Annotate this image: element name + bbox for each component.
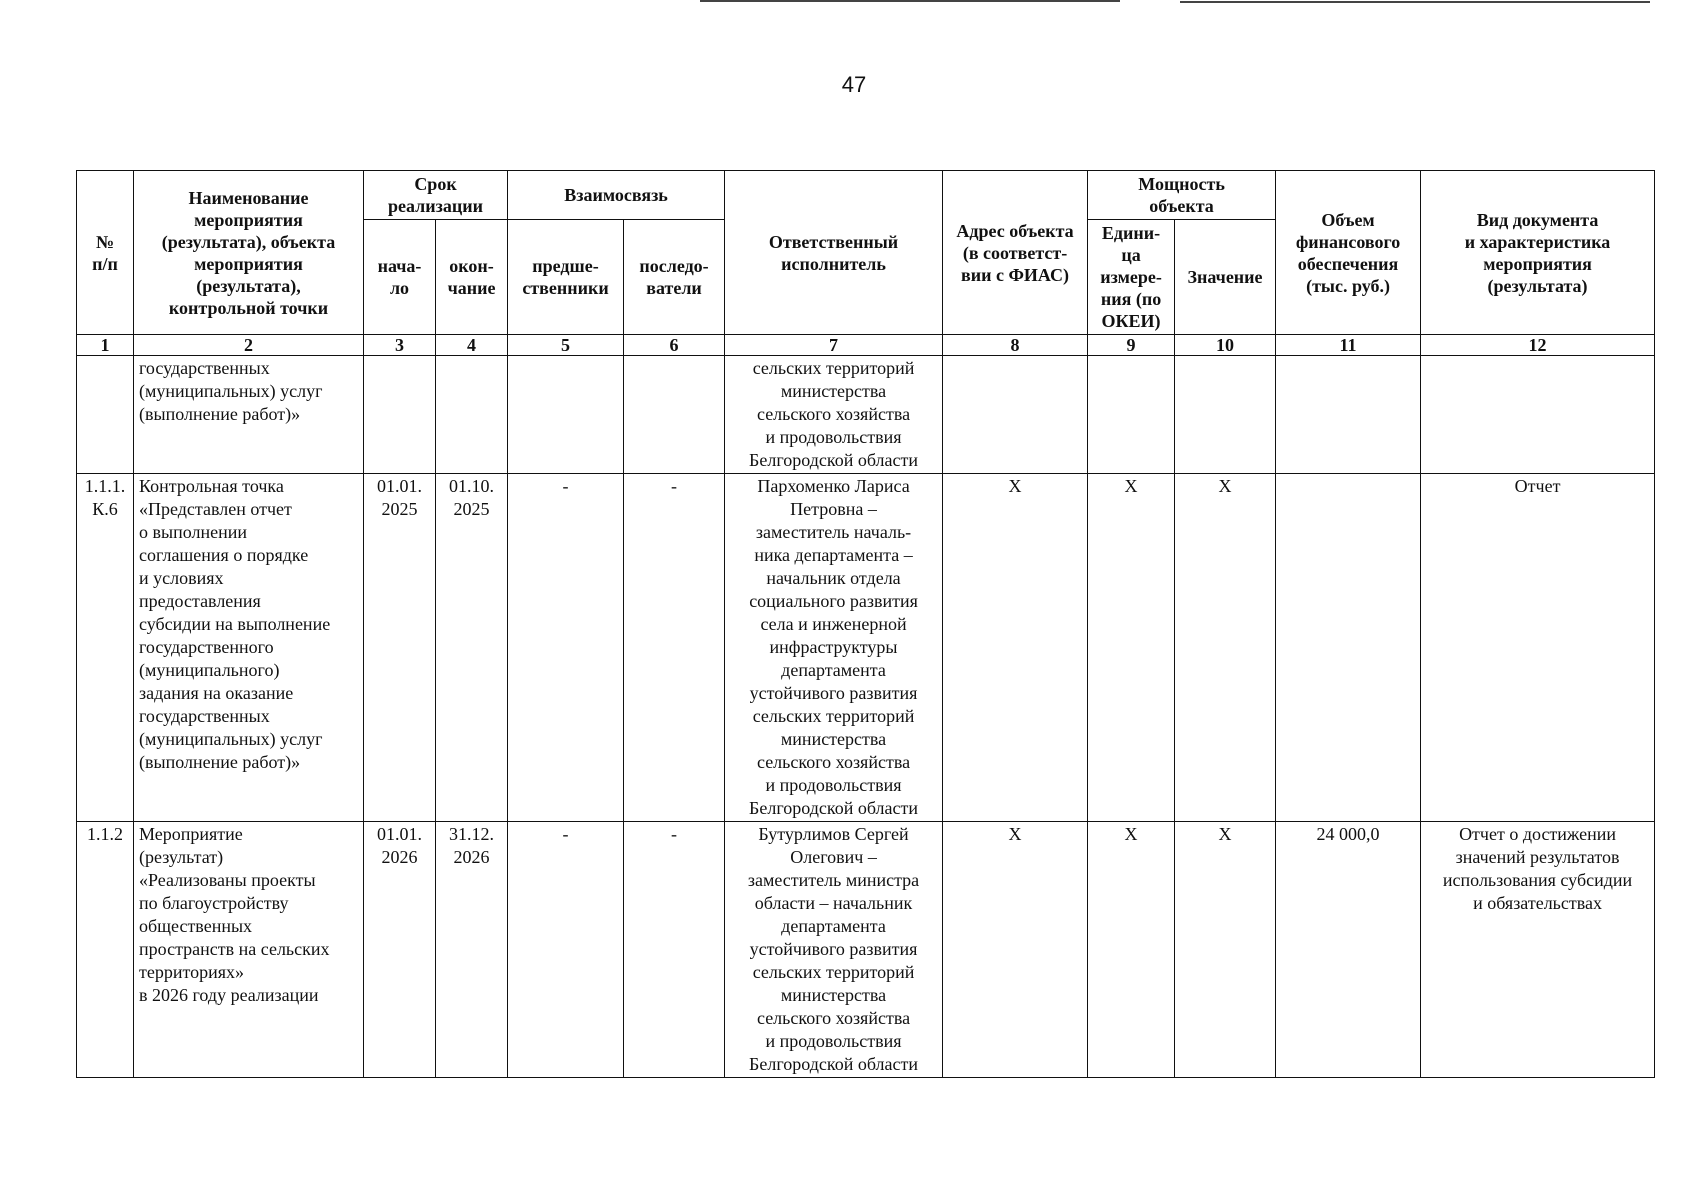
header-capacity: Мощность объекта bbox=[1088, 171, 1276, 220]
document-type: Отчет bbox=[1421, 474, 1655, 822]
header-document: Вид документа и характеристика мероприятия (результата) bbox=[1421, 171, 1655, 335]
column-number: 5 bbox=[508, 335, 624, 356]
unit: X bbox=[1088, 474, 1175, 822]
measure-name: Мероприятие (результат) «Реализованы проекты по благоустройству общественных пространств на сельских территориях» в 2026 году реализации bbox=[134, 822, 364, 1078]
table-row bbox=[77, 822, 1655, 1078]
measures-table bbox=[76, 170, 1655, 1078]
successors: - bbox=[624, 474, 725, 822]
responsible: сельских территорий министерства сельского хозяйства и продовольствия Белгородской области bbox=[725, 356, 943, 474]
column-number: 12 bbox=[1421, 335, 1655, 356]
predecessors: - bbox=[508, 474, 624, 822]
column-number: 8 bbox=[943, 335, 1088, 356]
responsible: Пархоменко Лариса Петровна – заместитель началь- ника департамента – начальник отдела социального развития села и инженерной инфраструктуры департамента устойчивого развития сельских территорий министерства сельского хозяйства и продовольствия Белгородской области bbox=[725, 474, 943, 822]
header-period-start: нача- ло bbox=[364, 220, 436, 335]
document-type bbox=[1421, 356, 1655, 474]
scan-artifact-line bbox=[700, 0, 1120, 2]
predecessors bbox=[508, 356, 624, 474]
end-date bbox=[436, 356, 508, 474]
value: X bbox=[1175, 822, 1276, 1078]
header-row-top bbox=[77, 171, 1655, 220]
unit: X bbox=[1088, 822, 1175, 1078]
header-predecessors: предше- ственники bbox=[508, 220, 624, 335]
table-row bbox=[77, 474, 1655, 822]
successors: - bbox=[624, 822, 725, 1078]
row-number: 1.1.1. К.6 bbox=[77, 474, 134, 822]
finance-amount bbox=[1276, 474, 1421, 822]
address bbox=[943, 356, 1088, 474]
header-address: Адрес объекта (в соответст- вии с ФИАС) bbox=[943, 171, 1088, 335]
column-number: 9 bbox=[1088, 335, 1175, 356]
value: X bbox=[1175, 474, 1276, 822]
measure-name: Контрольная точка «Представлен отчет о выполнении соглашения о порядке и условиях предоставления субсидии на выполнение государственного (муниципального) задания на оказание государственных (муниципальных) услуг (выполнение работ)» bbox=[134, 474, 364, 822]
end-date: 01.10. 2025 bbox=[436, 474, 508, 822]
scan-artifact-line bbox=[1180, 1, 1650, 3]
header-period-end: окон- чание bbox=[436, 220, 508, 335]
header-value: Значение bbox=[1175, 220, 1276, 335]
column-number: 7 bbox=[725, 335, 943, 356]
column-number: 11 bbox=[1276, 335, 1421, 356]
header-num: № п/п bbox=[77, 171, 134, 335]
row-number bbox=[77, 356, 134, 474]
finance-amount bbox=[1276, 356, 1421, 474]
header-finance: Объем финансового обеспечения (тыс. руб.) bbox=[1276, 171, 1421, 335]
header-name: Наименование мероприятия (результата), объекта мероприятия (результата), контрольной точки bbox=[134, 171, 364, 335]
end-date: 31.12. 2026 bbox=[436, 822, 508, 1078]
column-number: 3 bbox=[364, 335, 436, 356]
page-number: 47 bbox=[841, 72, 867, 97]
start-date bbox=[364, 356, 436, 474]
column-number: 2 bbox=[134, 335, 364, 356]
value bbox=[1175, 356, 1276, 474]
document-type: Отчет о достижении значений результатов использования субсидии и обязательствах bbox=[1421, 822, 1655, 1078]
address: X bbox=[943, 822, 1088, 1078]
predecessors: - bbox=[508, 822, 624, 1078]
header-successors: последо- ватели bbox=[624, 220, 725, 335]
column-number: 6 bbox=[624, 335, 725, 356]
start-date: 01.01. 2026 bbox=[364, 822, 436, 1078]
row-number: 1.1.2 bbox=[77, 822, 134, 1078]
column-number: 4 bbox=[436, 335, 508, 356]
successors bbox=[624, 356, 725, 474]
header-relation: Взаимосвязь bbox=[508, 171, 725, 220]
table-row bbox=[77, 356, 1655, 474]
column-number-row bbox=[77, 335, 1655, 356]
column-number: 10 bbox=[1175, 335, 1276, 356]
responsible: Бутурлимов Сергей Олегович – заместитель министра области – начальник департамента устойчивого развития сельских территорий министерства сельского хозяйства и продовольствия Белгородской области bbox=[725, 822, 943, 1078]
header-responsible: Ответственный исполнитель bbox=[725, 171, 943, 335]
header-period: Срок реализации bbox=[364, 171, 508, 220]
address: X bbox=[943, 474, 1088, 822]
unit bbox=[1088, 356, 1175, 474]
header-unit: Едини- ца измере- ния (по ОКЕИ) bbox=[1088, 220, 1175, 335]
start-date: 01.01. 2025 bbox=[364, 474, 436, 822]
column-number: 1 bbox=[77, 335, 134, 356]
finance-amount: 24 000,0 bbox=[1276, 822, 1421, 1078]
measure-name: государственных (муниципальных) услуг (выполнение работ)» bbox=[134, 356, 364, 474]
